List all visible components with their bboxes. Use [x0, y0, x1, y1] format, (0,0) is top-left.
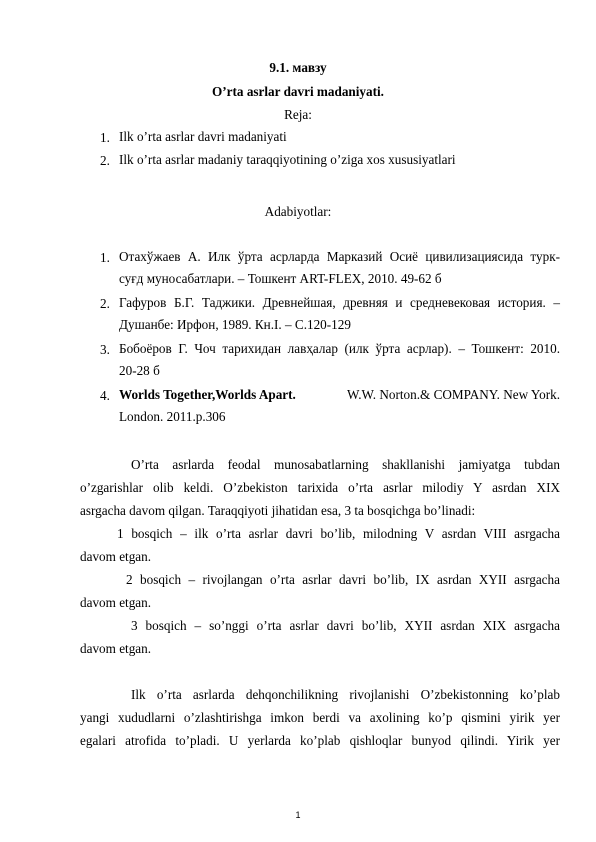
body-line: davom etgan. [80, 641, 152, 656]
plan-item-number: 1. [100, 130, 110, 145]
plan-item-number: 2. [100, 153, 110, 168]
reference-bold-title: Worlds Together,Worlds Apart. [119, 387, 296, 402]
reference-line: Душанбе: Ирфон, 1989. Кн.I. – С.120-129 [119, 317, 351, 332]
body-line: davom etgan. [80, 595, 152, 610]
body-line: davom etgan. [80, 549, 152, 564]
body-line: yangi xududlarni o’zlashtirishga imkon berdi va axolining ko’p qismini yirik yer [80, 710, 560, 725]
page-number: 1 [295, 810, 301, 820]
plan-item-text: Ilk o’rta asrlar davri madaniyati [119, 129, 287, 144]
body-line: O’rta asrlarda feodal munosabatlarning shakllanishi jamiyatga tubdan [131, 457, 560, 472]
body-line: egalari atrofida to’pladi. U yerlarda ko’plab qishloqlar bunyod qilindi. Yirik yer [80, 733, 560, 748]
topic-heading: 9.1. мавзу [269, 60, 327, 75]
reference-line: суғд муносабатлари. – Тошкент ART-FLEX, 2010. 49-62 б [119, 271, 442, 286]
body-line: 1 bosqich – ilk o’rta asrlar davri bo’lib, milodning V asrdan VIII asrgacha [117, 526, 560, 541]
body-line: 3 bosqich – so’nggi o’rta asrlar davri bo’lib, XYII asrdan XIX asrgacha [131, 618, 560, 633]
reference-number: 1. [100, 250, 110, 265]
reference-line: Бобоёров Г. Чоч тарихидан лавҳалар (илк ўрта асрлар). – Тошкент: 2010. [119, 341, 560, 356]
body-line: o’zgarishlar olib keldi. O’zbekiston tarixida o’rta asrlar milodiy Y asrdan XIX [80, 480, 560, 495]
reference-line: 20-28 б [119, 363, 160, 378]
plan-label: Reja: [284, 107, 312, 122]
reference-line [119, 384, 560, 406]
reference-number: 2. [100, 296, 110, 311]
page-title: O’rta asrlar davri madaniyati. [212, 84, 384, 99]
body-line: Ilk o’rta asrlarda dehqonchilikning rivojlanishi O’zbekistonning ko’plab [131, 687, 560, 702]
reference-number: 3. [100, 342, 110, 357]
body-line: asrgacha davom qilgan. Taraqqiyoti jihatidan esa, 3 ta bosqichga bo’linadi: [80, 503, 476, 518]
plan-item-text: Ilk o’rta asrlar madaniy taraqqiyotining o’ziga xos xususiyatlari [119, 152, 456, 167]
literature-label: Adabiyotlar: [264, 204, 332, 219]
reference-publisher: W.W. Norton.& COMPANY. New York. [347, 387, 560, 402]
reference-number: 4. [100, 388, 110, 403]
reference-line: Отахўжаев А. Илк ўрта асрларда Марказий Осиё цивилизациясида турк- [119, 249, 560, 264]
reference-line: Гафуров Б.Г. Таджики. Древнейшая, древняя и средневековая история. – [119, 295, 560, 310]
body-line: 2 bosqich – rivojlangan o’rta asrlar davri bo’lib, IX asrdan XYII asrgacha [126, 572, 560, 587]
reference-line: London. 2011.p.306 [119, 409, 226, 424]
